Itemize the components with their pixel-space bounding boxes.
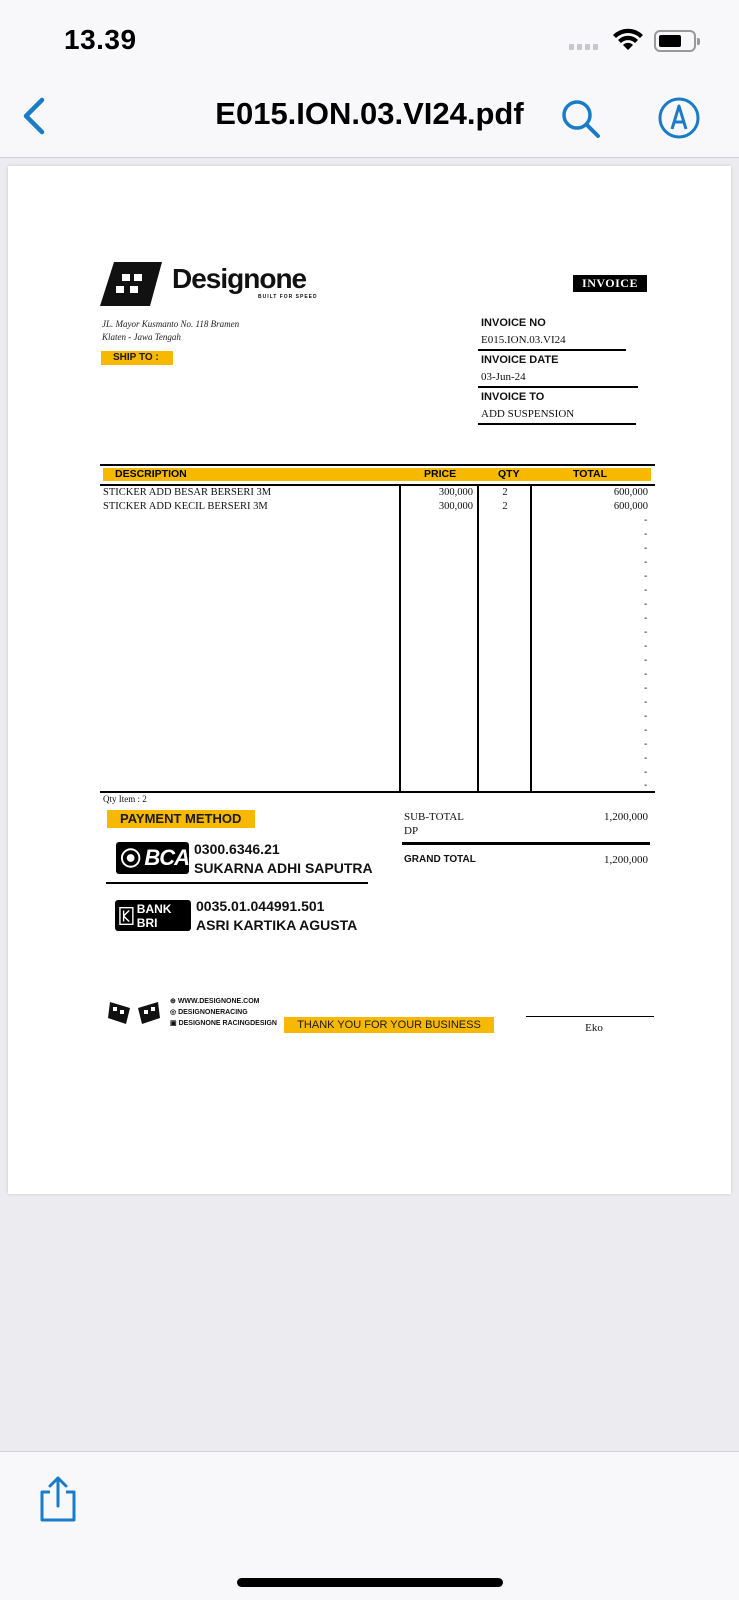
column-divider [399, 486, 401, 792]
row-price: 300,000 [438, 487, 473, 498]
table-header-rule [100, 484, 655, 486]
divider [478, 386, 638, 388]
empty-total: - [644, 669, 648, 680]
facebook-icon: ▣ [170, 1020, 179, 1027]
markup-pen-icon[interactable] [657, 96, 701, 140]
empty-total: - [644, 571, 648, 582]
empty-total: - [644, 529, 648, 540]
instagram-link[interactable]: ◎ DESIGNONERACING [170, 1009, 248, 1016]
subtotal-label: SUB-TOTAL [404, 811, 465, 823]
empty-total: - [644, 557, 648, 568]
thank-you-banner: THANK YOU FOR YOUR BUSINESS [284, 1017, 494, 1033]
table-bottom-rule [100, 791, 655, 793]
row-description: STICKER ADD KECIL BERSERI 3M [103, 501, 268, 512]
empty-total: - [644, 767, 648, 778]
column-divider [477, 486, 479, 792]
bca-emblem-icon [120, 847, 141, 869]
invoice-to-label: INVOICE TO [481, 391, 545, 403]
divider [106, 882, 368, 884]
globe-icon: ⊕ [170, 998, 178, 1005]
row-description: STICKER ADD BESAR BERSERI 3M [103, 487, 272, 498]
empty-total: - [644, 753, 648, 764]
empty-total: - [644, 655, 648, 666]
empty-total: - [644, 543, 648, 554]
website-link[interactable]: ⊕ WWW.DESIGNONE.COM [170, 998, 260, 1005]
pdf-viewer[interactable] [0, 158, 739, 1451]
address-line-2: Klaten - Jawa Tengah [102, 332, 181, 342]
grand-total-value: 1,200,000 [604, 854, 648, 866]
signature-name: Eko [585, 1022, 603, 1034]
column-divider [530, 486, 532, 792]
status-bar [0, 0, 739, 80]
address-line-1: JL. Mayor Kusmanto No. 118 Bramen [102, 319, 240, 329]
empty-total: - [644, 515, 648, 526]
row-total: 600,000 [613, 501, 648, 512]
bottom-toolbar [0, 1451, 739, 1600]
bri-account-holder: ASRI KARTIKA AGUSTA [196, 917, 358, 933]
document-title: E015.ION.03.VI24.pdf [215, 96, 524, 131]
bca-account-number: 0300.6346.21 [194, 841, 280, 857]
bca-account-holder: SUKARNA ADHI SAPUTRA [194, 860, 373, 876]
bca-logo-text: BCA [144, 845, 189, 870]
header-qty: QTY [498, 468, 520, 480]
wifi-icon [612, 28, 644, 52]
signature-line [526, 1016, 654, 1017]
home-indicator[interactable] [237, 1578, 503, 1587]
facebook-link[interactable]: ▣ DESIGNONE RACINGDESIGN [170, 1020, 277, 1027]
row-qty: 2 [502, 501, 508, 512]
divider [478, 423, 636, 425]
invoice-to-value: ADD SUSPENSION [481, 408, 575, 420]
status-time: 13.39 [64, 24, 137, 55]
empty-total: - [644, 697, 648, 708]
share-icon[interactable] [36, 1474, 80, 1524]
search-icon[interactable] [558, 96, 602, 140]
brand-tagline: BUILT FOR SPEED [258, 294, 318, 300]
empty-total: - [644, 627, 648, 638]
bri-logo [115, 900, 191, 931]
dp-label: DP [404, 825, 419, 837]
row-price: 300,000 [438, 501, 473, 512]
subtotal-value: 1,200,000 [604, 811, 648, 823]
ship-to-label: SHIP TO : [101, 351, 173, 365]
invoice-badge: INVOICE [573, 275, 647, 292]
bri-logo-text: BANK BRI [136, 901, 172, 930]
empty-total: - [644, 725, 648, 736]
totals-rule [402, 842, 650, 845]
bri-account-number: 0035.01.044991.501 [196, 898, 325, 914]
bri-emblem-icon [119, 906, 134, 926]
bca-logo [116, 842, 189, 874]
payment-method-label: PAYMENT METHOD [107, 810, 255, 828]
header-total: TOTAL [573, 468, 608, 480]
empty-total: - [644, 599, 648, 610]
instagram-icon: ◎ [170, 1009, 179, 1016]
grand-total-label: GRAND TOTAL [404, 854, 476, 865]
header-price: PRICE [424, 468, 457, 480]
invoice-no-value: E015.ION.03.VI24 [481, 334, 566, 346]
empty-total: - [644, 683, 648, 694]
battery-icon [654, 30, 696, 52]
invoice-date-label: INVOICE DATE [481, 354, 559, 366]
empty-total: - [644, 780, 648, 791]
empty-total: - [644, 641, 648, 652]
navigation-bar [0, 80, 739, 158]
invoice-page [8, 166, 731, 1194]
empty-total: - [644, 739, 648, 750]
designone-logo-icon [100, 262, 164, 306]
table-top-rule [100, 464, 655, 466]
row-total: 600,000 [613, 487, 648, 498]
empty-total: - [644, 613, 648, 624]
empty-total: - [644, 711, 648, 722]
table-header-row [103, 468, 651, 481]
racing-flags-icon [108, 998, 160, 1026]
cellular-signal-icon [569, 44, 598, 50]
divider [478, 349, 626, 351]
empty-total: - [644, 585, 648, 596]
invoice-no-label: INVOICE NO [481, 317, 546, 329]
header-description: DESCRIPTION [115, 468, 187, 480]
qty-item-count: Qty Item : 2 [103, 794, 147, 804]
invoice-date-value: 03-Jun-24 [481, 371, 526, 383]
social-links [170, 996, 277, 1029]
row-qty: 2 [502, 487, 508, 498]
brand-name: Designone [172, 263, 307, 294]
